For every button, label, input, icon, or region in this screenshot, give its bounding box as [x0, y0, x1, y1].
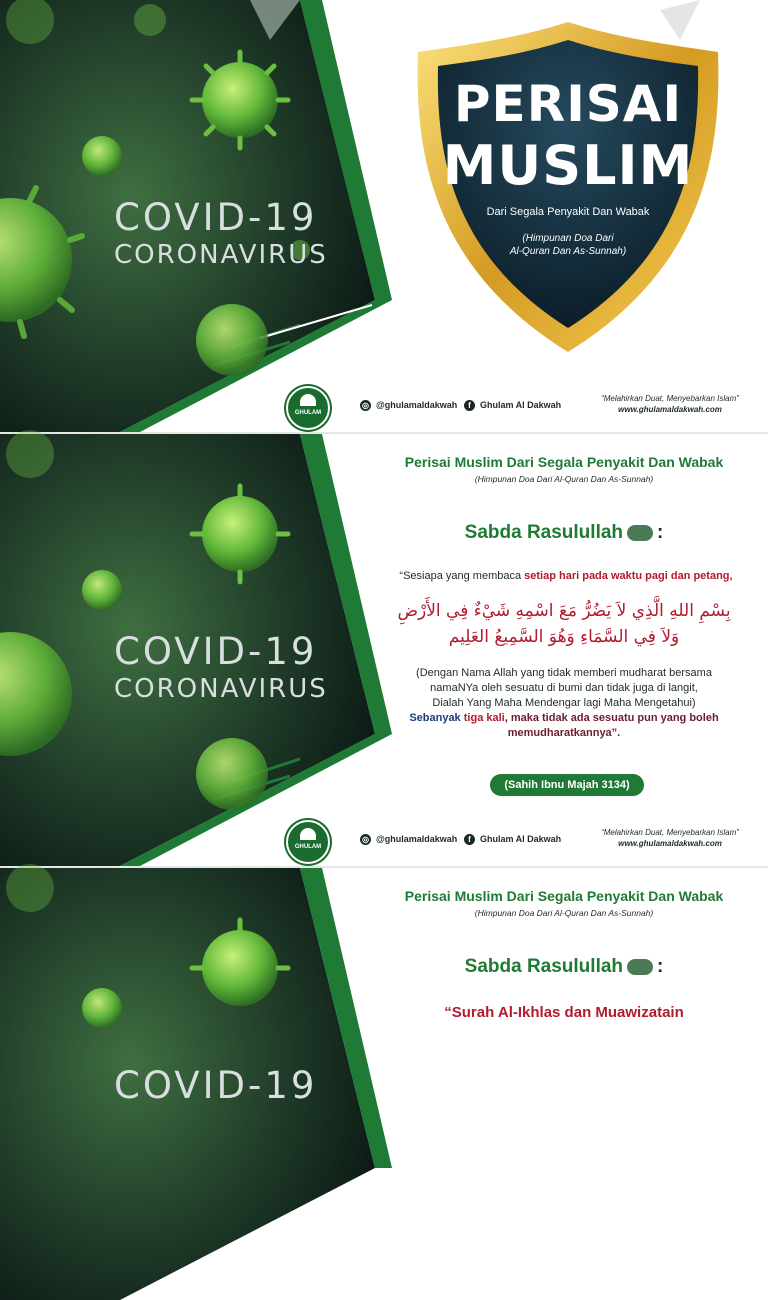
shield-title-muslim: MUSLIM [442, 134, 694, 197]
tagline: “Melahirkan Duat, Menyebarkan Islam” [601, 828, 739, 837]
ghulam-logo [286, 386, 330, 430]
instagram-text: @ghulamaldakwah [376, 400, 458, 410]
facebook-icon: f [464, 400, 475, 411]
arabic-doa [392, 598, 736, 650]
slide-heading: Perisai Muslim Dari Segala Penyakit Dan Wabak [404, 454, 724, 470]
sabda-rasulullah [386, 522, 742, 544]
mosque-dome-icon [300, 828, 316, 840]
sabda-text: Sabda Rasulullah [464, 522, 624, 543]
facebook-text: Ghulam Al Dakwah [480, 834, 562, 844]
logo-text: GHULAM [294, 844, 322, 850]
tagline: “Melahirkan Duat, Menyebarkan Islam” [601, 394, 739, 403]
translation-line-2: namaNYa oleh sesuatu di bumi dan tidak juga di langit, [430, 682, 698, 694]
arabic-line-1: بِسْمِ اللهِ الَّذِي لاَ يَضُرُّ مَعَ اسْمِهِ شَيْءٌ فِي الأَرْضِ [397, 601, 731, 621]
translation-line-1: (Dengan Nama Allah yang tidak memberi mudharat bersama [416, 667, 712, 679]
shield-subtitle: Dari Segala Penyakit Dan Wabak [486, 206, 650, 218]
slide-subheading: (Himpunan Doa Dari Al-Quran Dan As-Sunnah) [474, 474, 654, 484]
shield-title-perisai: PERISAI [453, 75, 683, 133]
facebook-icon: f [464, 834, 475, 845]
surah-quote: “Surah Al-Ikhlas dan Muawizatain [444, 1004, 684, 1021]
slide-heading: Perisai Muslim Dari Segala Penyakit Dan Wabak [404, 888, 724, 904]
facebook-handle[interactable] [464, 834, 561, 845]
website-link[interactable]: www.ghulamaldakwah.com [618, 839, 722, 848]
translation-line-3: Dialah Yang Maha Mendengar lagi Maha Mengetahui) [432, 697, 696, 709]
coronavirus-subtitle: CORONAVIRUS [114, 240, 328, 270]
instagram-text: @ghulamaldakwah [376, 834, 458, 844]
result-text-2: memudharatkannya”. [507, 727, 621, 739]
quote-plain: “Sesiapa yang membaca [399, 570, 525, 582]
covid-title: COVID-19 [114, 1064, 318, 1107]
slide-doa [0, 434, 768, 866]
virus-small [82, 136, 122, 176]
logo-text: GHULAM [294, 410, 322, 416]
slide-ikhlas [0, 868, 768, 1107]
tagline-block [590, 827, 750, 849]
hadith-source-badge: (Sahih Ibnu Majah 3134) [490, 774, 644, 796]
hadith-quote [396, 570, 736, 582]
shield-note [438, 232, 698, 258]
sabda-colon: : [657, 522, 664, 543]
quote-bold: setiap hari pada waktu pagi dan petang, [524, 570, 733, 582]
instagram-handle[interactable] [360, 834, 457, 845]
ghulam-logo [286, 820, 330, 864]
doa-translation [388, 666, 740, 741]
instagram-icon: ◎ [360, 400, 371, 411]
sebanyak-text: Sebanyak [409, 712, 461, 724]
saw-seal-icon [627, 959, 653, 975]
covid-title: COVID-19 [114, 630, 318, 673]
covid-title: COVID-19 [114, 196, 318, 239]
instagram-icon: ◎ [360, 834, 371, 845]
sabda-rasulullah [386, 956, 742, 978]
tiga-kali-text: tiga kali [463, 712, 505, 724]
saw-seal-icon [627, 525, 653, 541]
website-link[interactable]: www.ghulamaldakwah.com [618, 405, 722, 414]
mosque-dome-icon [300, 394, 316, 406]
instagram-handle[interactable] [360, 400, 457, 411]
coronavirus-subtitle: CORONAVIRUS [114, 674, 328, 704]
sabda-text: Sabda Rasulullah [464, 956, 624, 977]
facebook-handle[interactable] [464, 400, 561, 411]
shield-note-line-1: (Himpunan Doa Dari [522, 233, 614, 244]
tagline-block [590, 393, 750, 415]
facebook-text: Ghulam Al Dakwah [480, 400, 562, 410]
sabda-colon: : [657, 956, 664, 977]
slide-cover [0, 0, 768, 432]
slide-subheading: (Himpunan Doa Dari Al-Quran Dan As-Sunnah) [474, 908, 654, 918]
virus-bottom [196, 304, 268, 376]
shield-note-line-2: Al-Quran Dan As-Sunnah) [509, 246, 627, 257]
result-text: , maka tidak ada sesuatu pun yang boleh [504, 712, 719, 724]
arabic-line-2: وَلاَ فِي السَّمَاءِ وَهُوَ السَّمِيعُ العَلِيم [448, 627, 680, 647]
